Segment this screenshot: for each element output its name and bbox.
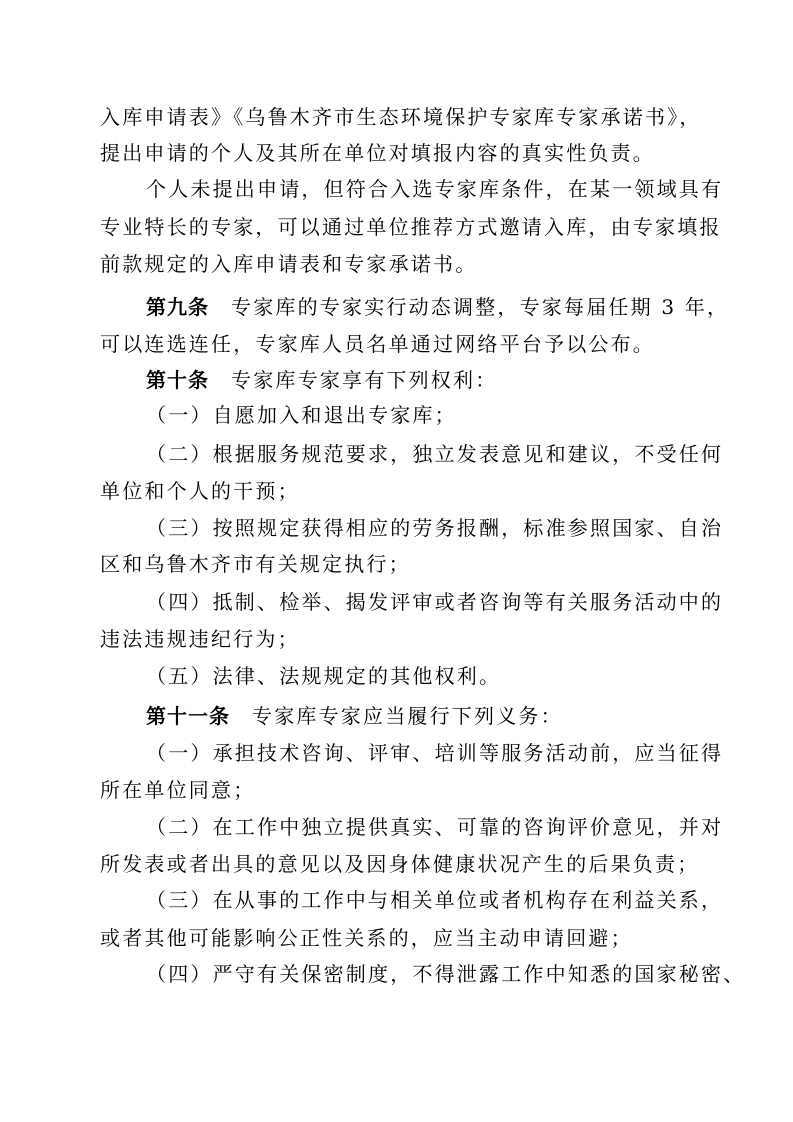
line-text: （二）根据服务规范要求，独立发表意见和建议，不受任何 — [146, 442, 724, 466]
line-text: 入库申请表》《乌鲁木齐市生态环境保护专家库专家承诺书》， — [100, 105, 702, 129]
line-text: 专家库专家享有下列权利： — [231, 368, 498, 392]
line-text: 前款规定的入库申请表和专家承诺书。 — [100, 252, 478, 276]
line-text: （五）法律、法规规定的其他权利。 — [146, 664, 502, 688]
line-text: 可以连选连任，专家库人员名单通过网络平台予以公布。 — [100, 332, 655, 356]
line-text: （一）承担技术咨询、评审、培训等服务活动前，应当征得 — [146, 741, 724, 765]
line-text: （三）按照规定获得相应的劳务报酬，标准参照国家、自治 — [146, 516, 724, 540]
line-text: 或者其他可能影响公正性关系的，应当主动申请回避； — [100, 926, 633, 950]
line-text: 单位和个人的干预； — [100, 479, 300, 503]
text-line — [0, 397, 793, 433]
text-line — [0, 246, 793, 282]
line-text: 个人未提出申请，但符合入选专家库条件，在某一领域具有 — [146, 177, 724, 201]
line-text: 所在单位同意； — [100, 778, 256, 802]
text-line — [0, 209, 793, 245]
line-text: 区和乌鲁木齐市有关规定执行； — [100, 552, 411, 576]
line-text: （三）在从事的工作中与相关单位或者机构存在利益关系， — [146, 888, 724, 912]
line-text: 所发表或者出具的意见以及因身体健康状况产生的后果负责； — [100, 852, 700, 876]
line-text: 提出申请的个人及其所在单位对填报内容的真实性负责。 — [100, 141, 655, 165]
line-text: 专家库专家应当履行下列义务： — [252, 704, 563, 728]
line-text: （二）在工作中独立提供真实、可靠的咨询评价意见，并对 — [146, 815, 724, 839]
article-heading: 第九条 — [146, 295, 209, 319]
text-line — [0, 546, 793, 582]
text-line — [0, 584, 793, 620]
text-line — [0, 171, 793, 207]
text-line — [0, 99, 793, 135]
text-line — [0, 772, 793, 808]
text-line — [0, 473, 793, 509]
text-line — [0, 510, 793, 546]
line-text: （四）抵制、检举、揭发评审或者咨询等有关服务活动中的 — [146, 590, 724, 614]
text-line — [0, 621, 793, 657]
line-text: 违法违规违纪行为； — [100, 627, 300, 651]
text-line — [0, 658, 793, 694]
text-line — [0, 846, 793, 882]
text-line — [0, 326, 793, 362]
text-line — [0, 956, 793, 992]
article-heading: 第十条 — [146, 368, 209, 392]
article-line — [0, 698, 793, 734]
line-text: （四）严守有关保密制度，不得泄露工作中知悉的国家秘密、 — [146, 962, 746, 986]
article-line — [0, 289, 793, 325]
text-line — [0, 809, 793, 845]
line-text: （一）自愿加入和退出专家库； — [146, 403, 457, 427]
text-line — [0, 436, 793, 472]
line-text: 专家库的专家实行动态调整，专家每届任期 3 年， — [231, 295, 730, 319]
text-line — [0, 735, 793, 771]
line-text: 专业特长的专家，可以通过单位推荐方式邀请入库，由专家填报 — [100, 215, 722, 239]
article-line — [0, 362, 793, 398]
text-line — [0, 882, 793, 918]
text-line — [0, 920, 793, 956]
text-line — [0, 135, 793, 171]
article-heading: 第十一条 — [146, 704, 230, 728]
